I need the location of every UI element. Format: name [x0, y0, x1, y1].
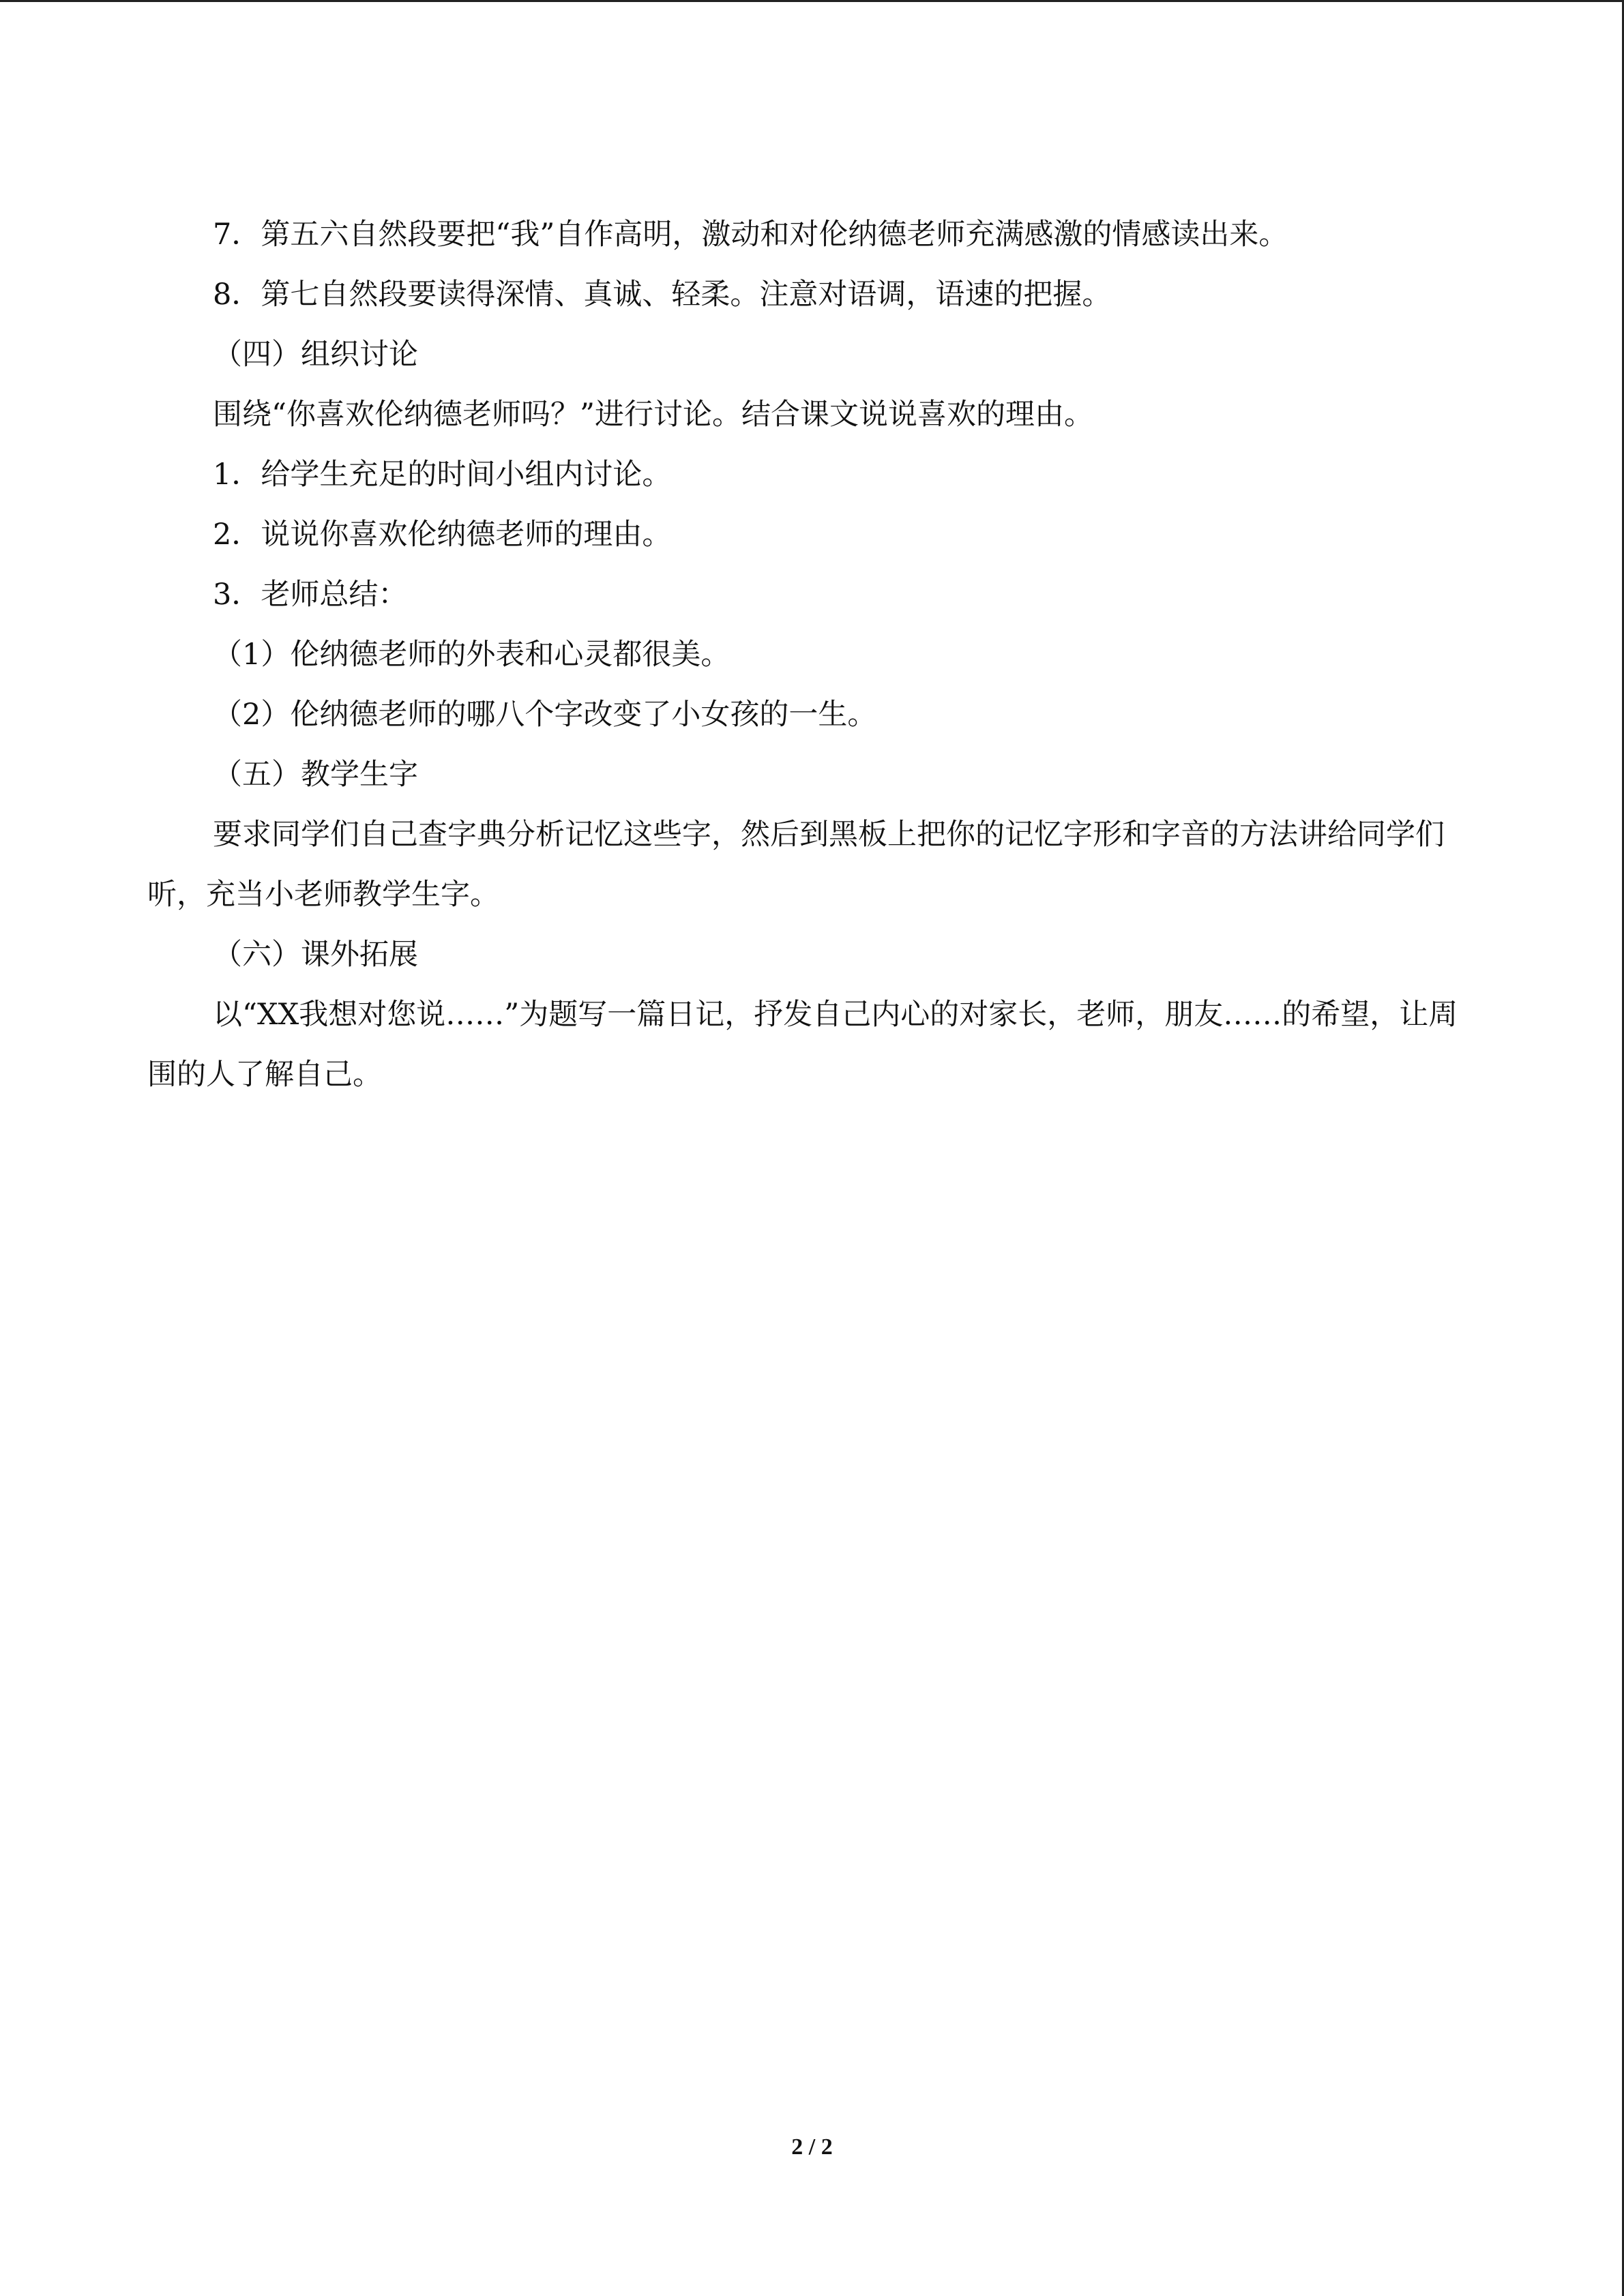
list-item: 2．说说你喜欢伦纳德老师的理由。 [213, 518, 672, 552]
text-line: 7．第五六自然段要把“我”自作高明，激动和对伦纳德老师充满感激的情感读出来。 [213, 218, 1288, 252]
sub-list-item: （1）伦纳德老师的外表和心灵都很美。 [213, 638, 730, 672]
list-item: 3．老师总结： [213, 578, 408, 612]
text-line: 围绕“你喜欢伦纳德老师吗？”进行讨论。结合课文说说喜欢的理由。 [213, 398, 1093, 432]
paragraph: 以“XX我想对您说……”为题写一篇日记，抒发自己内心的对家长，老师，朋友……的希望，让周围的人了解自己。 [147, 998, 1458, 1092]
section-heading: （四）组织讨论 [213, 338, 418, 372]
section-heading: （五）教学生字 [213, 758, 418, 792]
sub-list-item: （2）伦纳德老师的哪八个字改变了小女孩的一生。 [213, 698, 877, 732]
paragraph: 要求同学们自己查字典分析记忆这些字，然后到黑板上把你的记忆字形和字音的方法讲给同学们听，充当小老师教学生字。 [147, 818, 1445, 912]
document-body [147, 205, 1462, 1105]
page-number: 2 / 2 [791, 2134, 833, 2160]
text-line: 8．第七自然段要读得深情、真诚、轻柔。注意对语调，语速的把握。 [213, 278, 1112, 312]
list-item: 1．给学生充足的时间小组内讨论。 [213, 458, 672, 492]
section-heading: （六）课外拓展 [213, 938, 418, 972]
